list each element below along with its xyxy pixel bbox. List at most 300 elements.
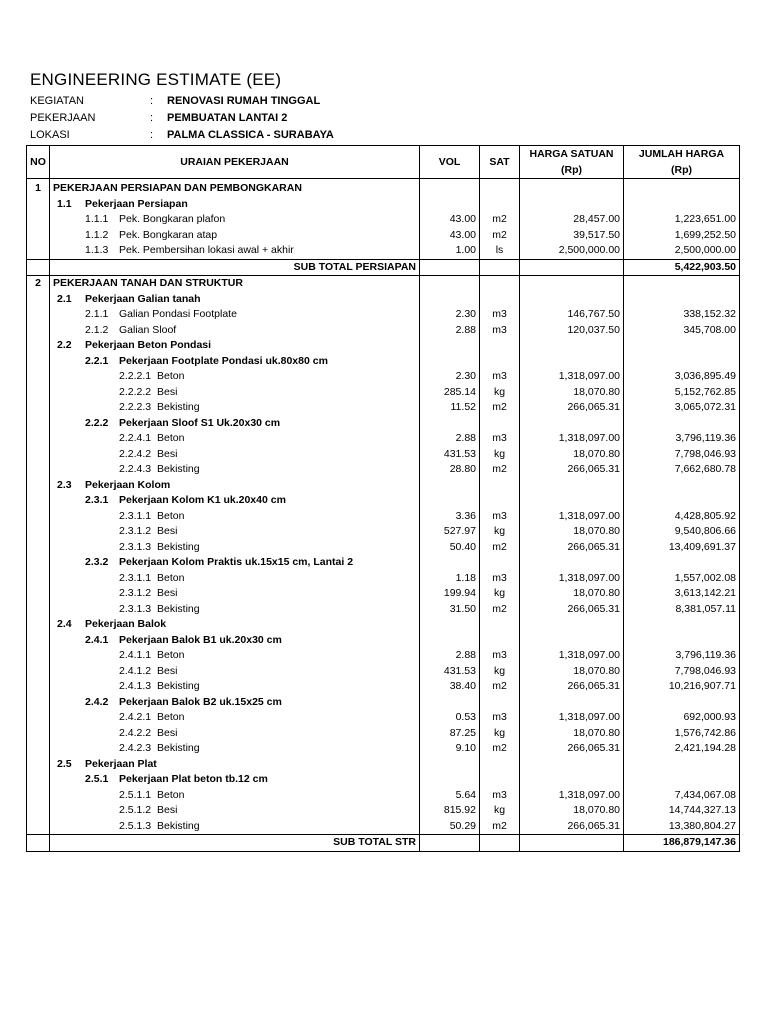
row-no <box>27 323 50 339</box>
meta-colon: : <box>150 129 154 141</box>
row-jumlah-harga <box>624 276 740 292</box>
row-vol <box>420 276 480 292</box>
row-text: Besi <box>157 726 178 739</box>
row-no <box>27 400 50 416</box>
row-code: 2.2.2 <box>85 416 109 429</box>
row-sat <box>480 617 520 633</box>
row-code: 2.3.2 <box>85 556 109 568</box>
row-harga-satuan <box>520 493 624 509</box>
row-sat <box>480 757 520 773</box>
row-code: 2.1 <box>57 292 72 305</box>
row-no <box>27 416 50 432</box>
row-vol <box>420 757 480 773</box>
row-vol <box>420 197 480 213</box>
row-code: 2.2 <box>57 339 72 351</box>
row-code: 2.4.2.2 <box>119 726 152 739</box>
table-row <box>27 602 740 618</box>
row-vol: 2.88 <box>420 431 480 447</box>
row-description <box>50 447 420 463</box>
row-text: Besi <box>157 587 178 599</box>
row-no <box>27 243 50 259</box>
row-jumlah-harga: 1,576,742.86 <box>624 726 740 742</box>
row-text: Bekisting <box>157 602 200 615</box>
row-text: Pekerjaan Balok <box>85 618 167 630</box>
row-text: Besi <box>157 447 178 460</box>
table-row <box>27 741 740 757</box>
row-vol <box>420 835 480 852</box>
row-jumlah-harga: 3,065,072.31 <box>624 400 740 416</box>
row-harga-satuan: 1,318,097.00 <box>520 648 624 664</box>
row-description <box>50 540 420 556</box>
row-vol: 28.80 <box>420 462 480 478</box>
row-jumlah-harga: 3,796,119.36 <box>624 648 740 664</box>
row-sat: m2 <box>480 679 520 695</box>
table-row <box>27 571 740 587</box>
row-jumlah-harga <box>624 633 740 649</box>
row-harga-satuan <box>520 354 624 370</box>
row-harga-satuan: 1,318,097.00 <box>520 710 624 726</box>
row-harga-satuan <box>520 179 624 197</box>
row-harga-satuan: 1,318,097.00 <box>520 369 624 385</box>
row-text: PEKERJAAN PERSIAPAN DAN PEMBONGKARAN <box>53 182 302 194</box>
row-sat: m2 <box>480 212 520 228</box>
row-code: 2.2.4.3 <box>119 463 152 475</box>
row-vol: 43.00 <box>420 228 480 244</box>
row-no <box>27 259 50 276</box>
row-harga-satuan: 266,065.31 <box>520 819 624 835</box>
row-jumlah-harga: 186,879,147.36 <box>624 835 740 852</box>
row-description <box>50 710 420 726</box>
row-text: Besi <box>157 804 178 816</box>
table-row <box>27 212 740 228</box>
row-text: Bekisting <box>157 819 200 832</box>
header-jumlah-harga-line1: JUMLAH HARGA <box>638 148 725 160</box>
row-vol: 50.29 <box>420 819 480 835</box>
row-sat: m2 <box>480 819 520 835</box>
row-code: 2.4.1 <box>85 633 109 646</box>
row-no <box>27 369 50 385</box>
row-jumlah-harga: 1,557,002.08 <box>624 571 740 587</box>
row-jumlah-harga <box>624 292 740 308</box>
row-jumlah-harga: 7,662,680.78 <box>624 462 740 478</box>
row-vol <box>420 633 480 649</box>
row-no <box>27 710 50 726</box>
row-no: 1 <box>27 179 50 197</box>
row-harga-satuan: 18,070.80 <box>520 385 624 401</box>
row-code: 2.2.2.3 <box>119 401 152 413</box>
meta-colon: : <box>150 112 154 124</box>
row-jumlah-harga: 3,796,119.36 <box>624 431 740 447</box>
row-harga-satuan <box>520 757 624 773</box>
table-row <box>27 788 740 804</box>
row-description <box>50 478 420 494</box>
row-no <box>27 197 50 213</box>
row-no <box>27 679 50 695</box>
row-sat: m3 <box>480 323 520 339</box>
table-header-row <box>27 146 740 179</box>
row-sat <box>480 179 520 197</box>
row-jumlah-harga: 13,380,804.27 <box>624 819 740 835</box>
row-no <box>27 633 50 649</box>
row-sat: kg <box>480 726 520 742</box>
header-harga-satuan-line2: (Rp) <box>561 164 582 176</box>
row-no <box>27 819 50 835</box>
row-jumlah-harga <box>624 416 740 432</box>
row-sat <box>480 633 520 649</box>
table-row <box>27 307 740 323</box>
row-description <box>50 788 420 804</box>
row-sat: m2 <box>480 540 520 556</box>
row-code: 2.3.1.1 <box>119 571 152 584</box>
row-code: 2.4 <box>57 618 72 630</box>
row-code: 2.4.2 <box>85 695 109 708</box>
row-sat <box>480 292 520 308</box>
row-description <box>50 586 420 602</box>
table-row <box>27 416 740 432</box>
row-jumlah-harga: 5,152,762.85 <box>624 385 740 401</box>
header-no: NO <box>27 146 50 179</box>
row-text: Bekisting <box>157 540 200 553</box>
row-harga-satuan: 39,517.50 <box>520 228 624 244</box>
row-jumlah-harga: 10,216,907.71 <box>624 679 740 695</box>
header-vol: VOL <box>420 146 480 179</box>
row-text: Pekerjaan Persiapan <box>85 197 188 210</box>
table-row <box>27 400 740 416</box>
row-code: 2.5.1.3 <box>119 819 152 832</box>
row-harga-satuan: 1,318,097.00 <box>520 509 624 525</box>
row-text: Pekerjaan Footplate Pondasi uk.80x80 cm <box>119 354 328 367</box>
row-harga-satuan <box>520 633 624 649</box>
row-harga-satuan <box>520 197 624 213</box>
row-sat: m2 <box>480 462 520 478</box>
row-no <box>27 726 50 742</box>
row-vol: 50.40 <box>420 540 480 556</box>
row-harga-satuan: 146,767.50 <box>520 307 624 323</box>
row-description <box>50 292 420 308</box>
row-text: Beton <box>157 711 185 723</box>
row-jumlah-harga <box>624 478 740 494</box>
row-harga-satuan: 1,318,097.00 <box>520 571 624 587</box>
row-harga-satuan: 1,318,097.00 <box>520 788 624 804</box>
table-row <box>27 695 740 711</box>
row-text: Bekisting <box>157 463 200 475</box>
row-harga-satuan <box>520 695 624 711</box>
row-text: Pekerjaan Balok B1 uk.20x30 cm <box>119 633 282 646</box>
row-code: 1.1 <box>57 197 72 210</box>
row-code: 2.3.1.2 <box>119 587 152 599</box>
row-description: SUB TOTAL PERSIAPAN <box>50 259 420 276</box>
row-code: 2.5.1 <box>85 773 109 785</box>
table-row <box>27 648 740 664</box>
row-harga-satuan <box>520 276 624 292</box>
row-sat: m3 <box>480 788 520 804</box>
row-jumlah-harga: 8,381,057.11 <box>624 602 740 618</box>
row-description <box>50 276 420 292</box>
row-text: Galian Sloof <box>119 323 177 336</box>
row-vol <box>420 354 480 370</box>
row-description <box>50 462 420 478</box>
row-harga-satuan: 266,065.31 <box>520 400 624 416</box>
row-vol: 431.53 <box>420 664 480 680</box>
row-code: 2.4.1.1 <box>119 649 152 661</box>
row-harga-satuan: 18,070.80 <box>520 586 624 602</box>
row-no <box>27 788 50 804</box>
row-text: Pek. Pembersihan lokasi awal + akhir <box>119 244 294 256</box>
meta-colon: : <box>150 95 154 107</box>
row-vol <box>420 555 480 571</box>
row-no <box>27 212 50 228</box>
row-harga-satuan: 266,065.31 <box>520 741 624 757</box>
row-description <box>50 338 420 354</box>
row-description <box>50 323 420 339</box>
row-jumlah-harga: 5,422,903.50 <box>624 259 740 276</box>
row-description <box>50 679 420 695</box>
row-harga-satuan: 18,070.80 <box>520 803 624 819</box>
table-body <box>27 179 740 852</box>
row-sat <box>480 478 520 494</box>
row-code: 2.1.2 <box>85 323 109 336</box>
row-harga-satuan <box>520 835 624 852</box>
table-row <box>27 772 740 788</box>
row-jumlah-harga <box>624 354 740 370</box>
row-vol: 431.53 <box>420 447 480 463</box>
row-no <box>27 803 50 819</box>
row-vol <box>420 478 480 494</box>
table-row <box>27 243 740 259</box>
row-text: Pekerjaan Plat <box>85 757 157 770</box>
row-no: 2 <box>27 276 50 292</box>
row-description <box>50 524 420 540</box>
row-vol <box>420 179 480 197</box>
row-harga-satuan <box>520 478 624 494</box>
row-text: Pekerjaan Sloof S1 Uk.20x30 cm <box>119 416 281 429</box>
row-code: 2.2.2.2 <box>119 385 152 398</box>
meta-value: PEMBUATAN LANTAI 2 <box>167 112 288 124</box>
row-vol: 3.36 <box>420 509 480 525</box>
meta-label: KEGIATAN <box>30 95 84 107</box>
row-jumlah-harga: 345,708.00 <box>624 323 740 339</box>
row-vol <box>420 617 480 633</box>
row-harga-satuan <box>520 617 624 633</box>
row-no <box>27 586 50 602</box>
row-text: Beton <box>157 370 185 382</box>
row-harga-satuan: 120,037.50 <box>520 323 624 339</box>
row-vol <box>420 493 480 509</box>
row-jumlah-harga: 13,409,691.37 <box>624 540 740 556</box>
row-harga-satuan: 266,065.31 <box>520 602 624 618</box>
row-text: Pek. Bongkaran plafon <box>119 213 226 225</box>
row-no <box>27 338 50 354</box>
row-text: PEKERJAAN TANAH DAN STRUKTUR <box>53 277 243 289</box>
row-description <box>50 633 420 649</box>
row-no <box>27 478 50 494</box>
row-jumlah-harga: 3,036,895.49 <box>624 369 740 385</box>
row-sat: m2 <box>480 400 520 416</box>
table-row <box>27 679 740 695</box>
row-harga-satuan: 18,070.80 <box>520 524 624 540</box>
row-sat: m2 <box>480 602 520 618</box>
row-text: Pekerjaan Kolom K1 uk.20x40 cm <box>119 494 286 506</box>
row-vol <box>420 259 480 276</box>
row-no <box>27 571 50 587</box>
row-sat <box>480 493 520 509</box>
row-description <box>50 243 420 259</box>
table-row <box>27 338 740 354</box>
row-description <box>50 819 420 835</box>
estimate-table <box>26 145 740 852</box>
row-sat <box>480 555 520 571</box>
meta-label: LOKASI <box>30 129 70 141</box>
row-sat <box>480 772 520 788</box>
row-code: 2.2.1 <box>85 354 109 367</box>
row-code: 2.4.1.3 <box>119 680 152 692</box>
row-sat: m3 <box>480 307 520 323</box>
row-code: 2.4.2.3 <box>119 742 152 754</box>
row-jumlah-harga: 1,699,252.50 <box>624 228 740 244</box>
row-jumlah-harga <box>624 617 740 633</box>
row-code: 1.1.3 <box>85 244 109 256</box>
row-description <box>50 197 420 213</box>
row-description <box>50 741 420 757</box>
row-vol <box>420 338 480 354</box>
row-description <box>50 664 420 680</box>
row-harga-satuan: 18,070.80 <box>520 664 624 680</box>
row-sat <box>480 276 520 292</box>
table-row <box>27 462 740 478</box>
row-sat <box>480 197 520 213</box>
row-sat: kg <box>480 803 520 819</box>
row-vol: 285.14 <box>420 385 480 401</box>
row-sat: m3 <box>480 509 520 525</box>
row-vol: 87.25 <box>420 726 480 742</box>
row-vol: 5.64 <box>420 788 480 804</box>
row-vol: 9.10 <box>420 741 480 757</box>
row-no <box>27 664 50 680</box>
document-title: ENGINEERING ESTIMATE (EE) <box>30 70 282 89</box>
table-row <box>27 540 740 556</box>
subtotal-row <box>27 835 740 852</box>
table-row <box>27 276 740 292</box>
row-harga-satuan: 266,065.31 <box>520 679 624 695</box>
row-harga-satuan <box>520 338 624 354</box>
row-no <box>27 772 50 788</box>
row-description: SUB TOTAL STR <box>50 835 420 852</box>
row-vol <box>420 772 480 788</box>
row-code: 2.5 <box>57 757 72 770</box>
table-row <box>27 354 740 370</box>
table-row <box>27 617 740 633</box>
row-vol <box>420 695 480 711</box>
row-no <box>27 462 50 478</box>
header-jumlah-harga-line2: (Rp) <box>671 164 692 176</box>
row-jumlah-harga: 9,540,806.66 <box>624 524 740 540</box>
row-code: 2.3.1.2 <box>119 525 152 537</box>
row-text: Pekerjaan Plat beton tb.12 cm <box>119 773 268 785</box>
row-vol <box>420 292 480 308</box>
row-text: Beton <box>157 649 185 661</box>
header-uraian: URAIAN PEKERJAAN <box>50 146 420 179</box>
row-no <box>27 602 50 618</box>
row-vol: 815.92 <box>420 803 480 819</box>
row-code: 2.3.1.3 <box>119 540 152 553</box>
row-no <box>27 741 50 757</box>
row-vol: 1.00 <box>420 243 480 259</box>
row-vol <box>420 416 480 432</box>
row-no <box>27 695 50 711</box>
row-description <box>50 385 420 401</box>
row-harga-satuan: 2,500,000.00 <box>520 243 624 259</box>
row-text: Galian Pondasi Footplate <box>119 308 237 320</box>
row-sat: m2 <box>480 228 520 244</box>
row-no <box>27 431 50 447</box>
row-description <box>50 726 420 742</box>
table-row <box>27 633 740 649</box>
row-code: 2.2.4.2 <box>119 447 152 460</box>
row-no <box>27 447 50 463</box>
row-sat: kg <box>480 664 520 680</box>
row-description <box>50 307 420 323</box>
table-row <box>27 292 740 308</box>
meta-value: PALMA CLASSICA - SURABAYA <box>167 129 334 141</box>
row-code: 2.5.1.1 <box>119 788 152 801</box>
row-vol: 2.88 <box>420 323 480 339</box>
table-row <box>27 179 740 197</box>
row-sat: kg <box>480 586 520 602</box>
row-jumlah-harga: 7,434,067.08 <box>624 788 740 804</box>
row-harga-satuan <box>520 772 624 788</box>
row-sat: m2 <box>480 741 520 757</box>
row-no <box>27 540 50 556</box>
row-vol: 199.94 <box>420 586 480 602</box>
row-no <box>27 307 50 323</box>
row-vol: 2.30 <box>420 307 480 323</box>
row-description <box>50 602 420 618</box>
row-description <box>50 179 420 197</box>
row-description <box>50 509 420 525</box>
meta-label: PEKERJAAN <box>30 112 96 124</box>
row-vol: 527.97 <box>420 524 480 540</box>
meta-kegiatan <box>30 95 430 111</box>
row-description <box>50 772 420 788</box>
row-sat: m3 <box>480 431 520 447</box>
row-jumlah-harga <box>624 179 740 197</box>
row-sat <box>480 354 520 370</box>
table-row <box>27 478 740 494</box>
table-row <box>27 509 740 525</box>
row-jumlah-harga <box>624 197 740 213</box>
row-harga-satuan: 18,070.80 <box>520 726 624 742</box>
table-row <box>27 757 740 773</box>
table-row <box>27 710 740 726</box>
row-jumlah-harga <box>624 757 740 773</box>
row-sat: ls <box>480 243 520 259</box>
row-description <box>50 369 420 385</box>
row-text: Pekerjaan Galian tanah <box>85 292 201 305</box>
table-row <box>27 493 740 509</box>
row-no <box>27 354 50 370</box>
table-row <box>27 323 740 339</box>
row-no <box>27 555 50 571</box>
row-jumlah-harga: 7,798,046.93 <box>624 664 740 680</box>
row-no <box>27 835 50 852</box>
table-row <box>27 385 740 401</box>
table-row <box>27 803 740 819</box>
row-code: 2.2.4.1 <box>119 432 152 444</box>
row-jumlah-harga: 4,428,805.92 <box>624 509 740 525</box>
row-no <box>27 509 50 525</box>
row-no <box>27 493 50 509</box>
row-description <box>50 757 420 773</box>
